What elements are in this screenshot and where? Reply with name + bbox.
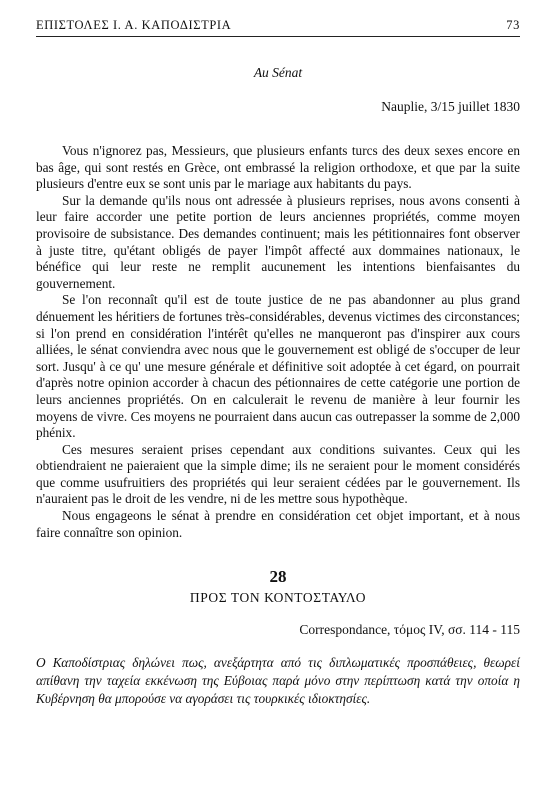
letter-paragraph: Nous engageons le sénat à prendre en considération cet objet important, et à nous faire connaître son opinion. <box>36 508 520 540</box>
page-number: 73 <box>506 18 520 32</box>
letter-paragraph: Se l'on reconnaît qu'il est de toute justice de ne pas abandonner au plus grand dénuement les héritiers de fortunes très-considérables, devenus victimes des circonstances; si l'on prend en considération l'intérêt qu'elles ne manqueront pas d'inspirer aux cours alliées, le sénat conviendra avec nous que le gouvernement est obligé de s'occuper de leur sort. Jusqu' à ce qu' une mesure générale et définitive soit adoptée à cet égard, on pourrait d'après notre opinion accorder à chacun des pétionnaires de cette catégorie une portion de leurs anciennes propriétés. On en calculerait le revenu de manière à leur fournir les moyens de vivre. Ces moyens ne pourraient dans aucun cas outrepasser la somme de 2,000 phénix. <box>36 292 520 441</box>
book-title: ΕΠΙΣΤΟΛΕΣ Ι. Α. ΚΑΠΟΔΙΣΤΡΙΑ <box>36 18 232 32</box>
letter-recipient: Au Sénat <box>253 65 303 80</box>
letter-paragraph: Vous n'ignorez pas, Messieurs, que plusieurs enfants turcs des deux sexes encore en bas âge, qui sont restés en Grèce, ont embrassé la religion orthodoxe, et que par la suite plusieurs d'entre eux se sont unis par le mariage aux habitants du pays. <box>36 143 520 192</box>
document-summary: Ο Καποδίστριας δηλώνει πως, ανεξάρτητα από τις διπλωματικές προσπάθειες, θεωρεί απίθανη την ταχεία εκκένωση της Εύβοιας παρά μόνο στην περίπτωση κατά την οποία η Κυβέρνηση θα μπορούσε να αγοράσει τις τουρκικές ιδιοκτησίες. <box>36 655 520 707</box>
document-number: 28 <box>269 567 287 587</box>
running-header <box>36 18 520 37</box>
letter-body <box>36 143 520 541</box>
letter-paragraph: Ces mesures seraient prises cependant aux conditions suivantes. Ceux qui les obtiendraient ne paieraient que la simple dime; ils ne seraient pour le moment considérés que comme usufruitiers des propriétés qui leur seraient cédées par le gouvernement. Ils n'auraient pas le droit de les vendre, ni de les mettre sous hypothèque. <box>36 441 520 507</box>
letter-paragraph: Sur la demande qu'ils nous ont adressée à plusieurs reprises, nous avons consenti à leur faire accorder une petite portion de leurs anciennes propriétés, comme moyen provisoire de subsistance. Des demandes continuent; mais les pétitionnaires font observer à juste titre, qu'étant obligés de payer l'impôt affecté aux dommaines nationaux, le bénéfice qui leur reste ne remplit aucunement les intentions bienfaisantes du gouvernement. <box>36 192 520 291</box>
document-title: ΠΡΟΣ ΤΟΝ ΚΟΝΤΟΣΤΑΥΛΟ <box>189 590 367 606</box>
letter-dateline: Nauplie, 3/15 juillet 1830 <box>381 99 520 114</box>
document-source: Correspondance, τόμος IV, σσ. 114 - 115 <box>299 622 520 638</box>
